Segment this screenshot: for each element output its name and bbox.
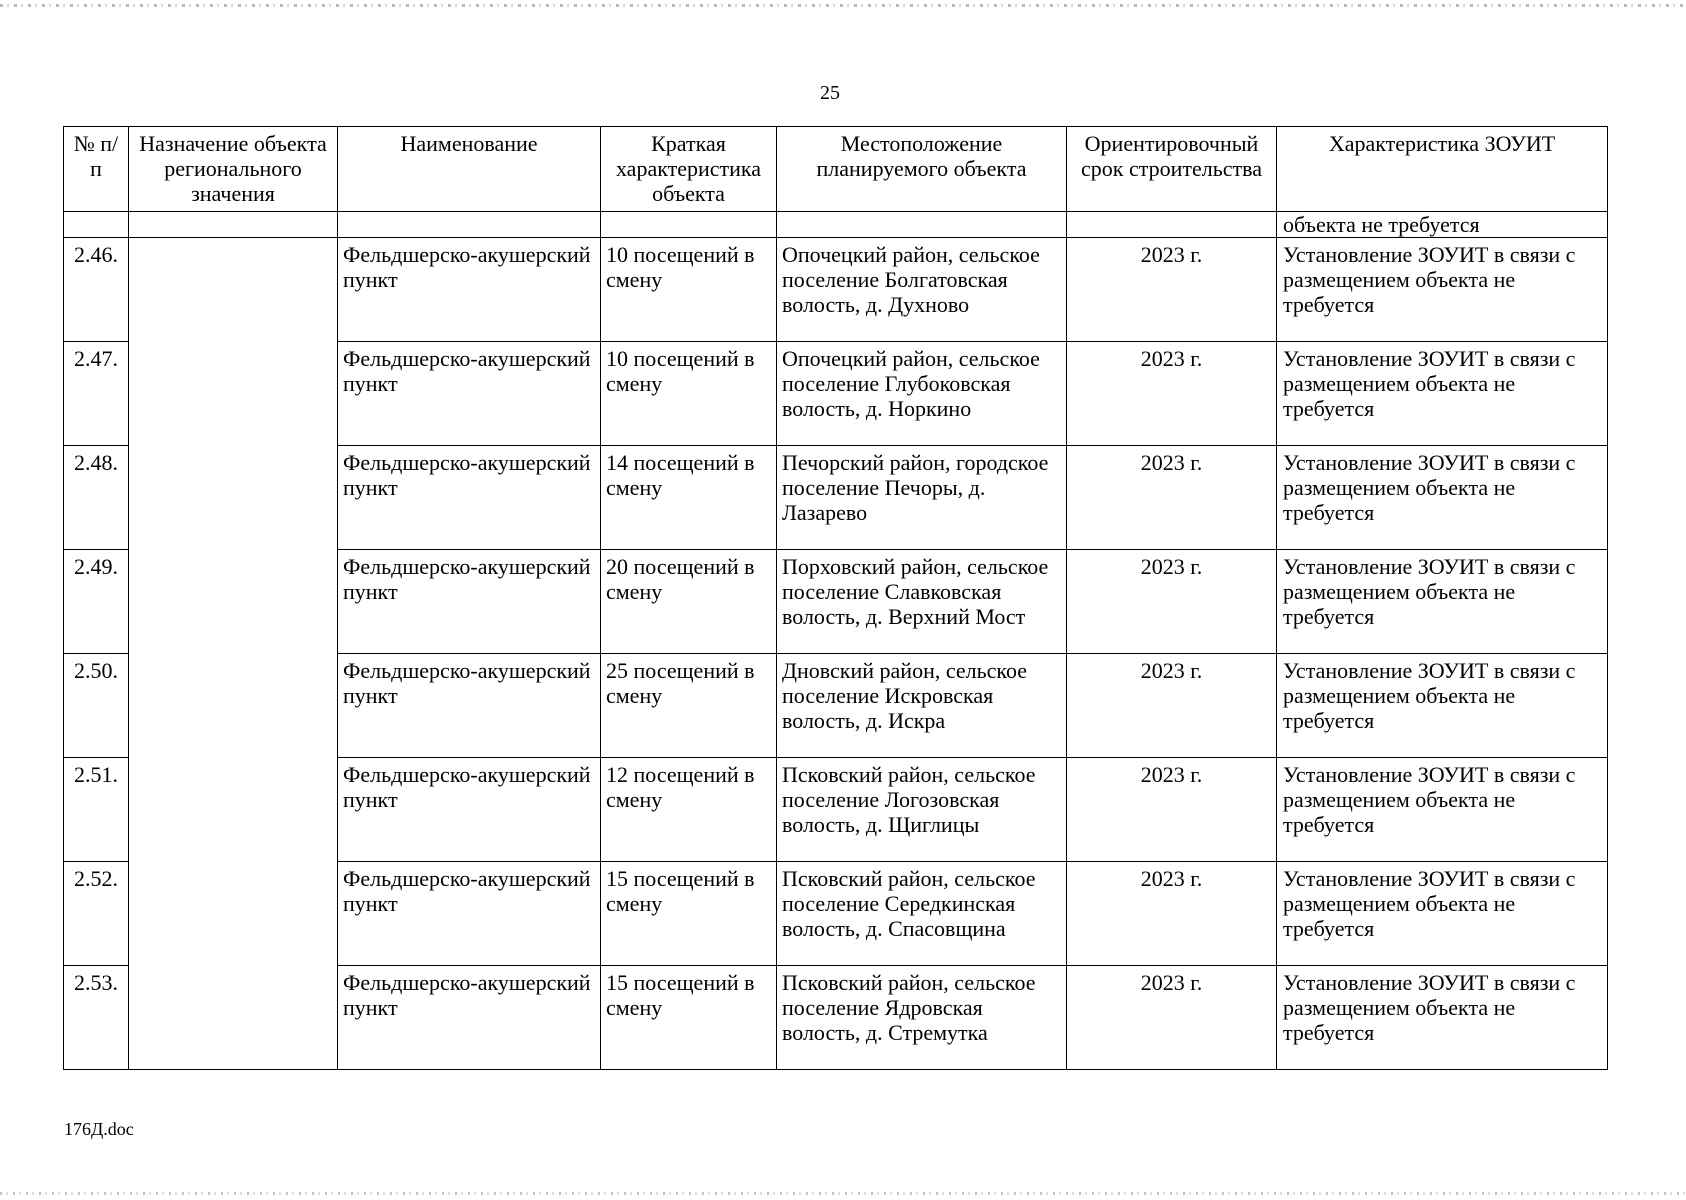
row-num-cell: 2.48. bbox=[64, 446, 129, 550]
row-location-cell: Опочецкий район, сельское поселение Глубоковская волость, д. Норкино bbox=[777, 342, 1067, 446]
cont-purpose-cell bbox=[129, 212, 338, 238]
row-location-cell: Порховский район, сельское поселение Славковская волость, д. Верхний Мост bbox=[777, 550, 1067, 654]
row-location-cell: Печорский район, городское поселение Печоры, д. Лазарево bbox=[777, 446, 1067, 550]
row-zouit-cell: Установление ЗОУИТ в связи с размещением объекта не требуется bbox=[1277, 446, 1608, 550]
header-year: Ориентировочный срок строительства bbox=[1067, 127, 1277, 212]
row-capacity-cell: 14 посещений в смену bbox=[601, 446, 777, 550]
cont-num-cell bbox=[64, 212, 129, 238]
row-capacity-cell: 25 посещений в смену bbox=[601, 654, 777, 758]
row-name-cell: Фельдшерско-акушерский пункт bbox=[338, 966, 601, 1070]
row-capacity-cell: 15 посещений в смену bbox=[601, 966, 777, 1070]
row-year-cell: 2023 г. bbox=[1067, 966, 1277, 1070]
purpose-merged-cell bbox=[129, 238, 338, 1070]
row-num-cell: 2.51. bbox=[64, 758, 129, 862]
row-zouit-cell: Установление ЗОУИТ в связи с размещением объекта не требуется bbox=[1277, 654, 1608, 758]
objects-table bbox=[63, 126, 1608, 1070]
row-year-cell: 2023 г. bbox=[1067, 862, 1277, 966]
row-year-cell: 2023 г. bbox=[1067, 446, 1277, 550]
header-num: № п/п bbox=[64, 127, 129, 212]
row-location-cell: Псковский район, сельское поселение Логозовская волость, д. Щиглицы bbox=[777, 758, 1067, 862]
row-name-cell: Фельдшерско-акушерский пункт bbox=[338, 238, 601, 342]
header-name: Наименование bbox=[338, 127, 601, 212]
row-year-cell: 2023 г. bbox=[1067, 654, 1277, 758]
row-year-cell: 2023 г. bbox=[1067, 238, 1277, 342]
row-year-cell: 2023 г. bbox=[1067, 342, 1277, 446]
header-zouit: Характеристика ЗОУИТ bbox=[1277, 127, 1608, 212]
row-year-cell: 2023 г. bbox=[1067, 550, 1277, 654]
cont-year-cell bbox=[1067, 212, 1277, 238]
row-location-cell: Псковский район, сельское поселение Середкинская волость, д. Спасовщина bbox=[777, 862, 1067, 966]
row-location-cell: Опочецкий район, сельское поселение Болгатовская волость, д. Духново bbox=[777, 238, 1067, 342]
row-year-cell: 2023 г. bbox=[1067, 758, 1277, 862]
scan-edge-top bbox=[0, 4, 1686, 7]
row-name-cell: Фельдшерско-акушерский пункт bbox=[338, 550, 601, 654]
row-zouit-cell: Установление ЗОУИТ в связи с размещением объекта не требуется bbox=[1277, 342, 1608, 446]
cont-capacity-cell bbox=[601, 212, 777, 238]
row-zouit-cell: Установление ЗОУИТ в связи с размещением объекта не требуется bbox=[1277, 966, 1608, 1070]
continuation-row bbox=[64, 212, 1608, 238]
row-name-cell: Фельдшерско-акушерский пункт bbox=[338, 446, 601, 550]
row-num-cell: 2.53. bbox=[64, 966, 129, 1070]
row-name-cell: Фельдшерско-акушерский пункт bbox=[338, 758, 601, 862]
row-num-cell: 2.47. bbox=[64, 342, 129, 446]
row-name-cell: Фельдшерско-акушерский пункт bbox=[338, 654, 601, 758]
cont-location-cell bbox=[777, 212, 1067, 238]
row-location-cell: Псковский район, сельское поселение Ядровская волость, д. Стремутка bbox=[777, 966, 1067, 1070]
file-name-footer: 176Д.doc bbox=[64, 1119, 134, 1139]
cont-zouit-cell: объекта не требуется bbox=[1277, 212, 1608, 238]
row-capacity-cell: 10 посещений в смену bbox=[601, 238, 777, 342]
row-capacity-cell: 15 посещений в смену bbox=[601, 862, 777, 966]
row-zouit-cell: Установление ЗОУИТ в связи с размещением объекта не требуется bbox=[1277, 758, 1608, 862]
row-capacity-cell: 20 посещений в смену bbox=[601, 550, 777, 654]
row-num-cell: 2.52. bbox=[64, 862, 129, 966]
row-zouit-cell: Установление ЗОУИТ в связи с размещением объекта не требуется bbox=[1277, 862, 1608, 966]
page-number: 25 bbox=[820, 82, 840, 104]
header-purpose: Назначение объекта регионального значения bbox=[129, 127, 338, 212]
row-num-cell: 2.49. bbox=[64, 550, 129, 654]
row-capacity-cell: 12 посещений в смену bbox=[601, 758, 777, 862]
row-num-cell: 2.50. bbox=[64, 654, 129, 758]
row-num-cell: 2.46. bbox=[64, 238, 129, 342]
row-name-cell: Фельдшерско-акушерский пункт bbox=[338, 862, 601, 966]
header-capacity: Краткая характеристика объекта bbox=[601, 127, 777, 212]
table-row bbox=[64, 238, 1608, 342]
row-zouit-cell: Установление ЗОУИТ в связи с размещением объекта не требуется bbox=[1277, 238, 1608, 342]
table-header-row bbox=[64, 127, 1608, 212]
scan-edge-bottom bbox=[0, 1192, 1686, 1195]
row-location-cell: Дновский район, сельское поселение Искровская волость, д. Искра bbox=[777, 654, 1067, 758]
row-name-cell: Фельдшерско-акушерский пункт bbox=[338, 342, 601, 446]
row-capacity-cell: 10 посещений в смену bbox=[601, 342, 777, 446]
row-zouit-cell: Установление ЗОУИТ в связи с размещением объекта не требуется bbox=[1277, 550, 1608, 654]
header-location: Местоположение планируемого объекта bbox=[777, 127, 1067, 212]
cont-name-cell bbox=[338, 212, 601, 238]
